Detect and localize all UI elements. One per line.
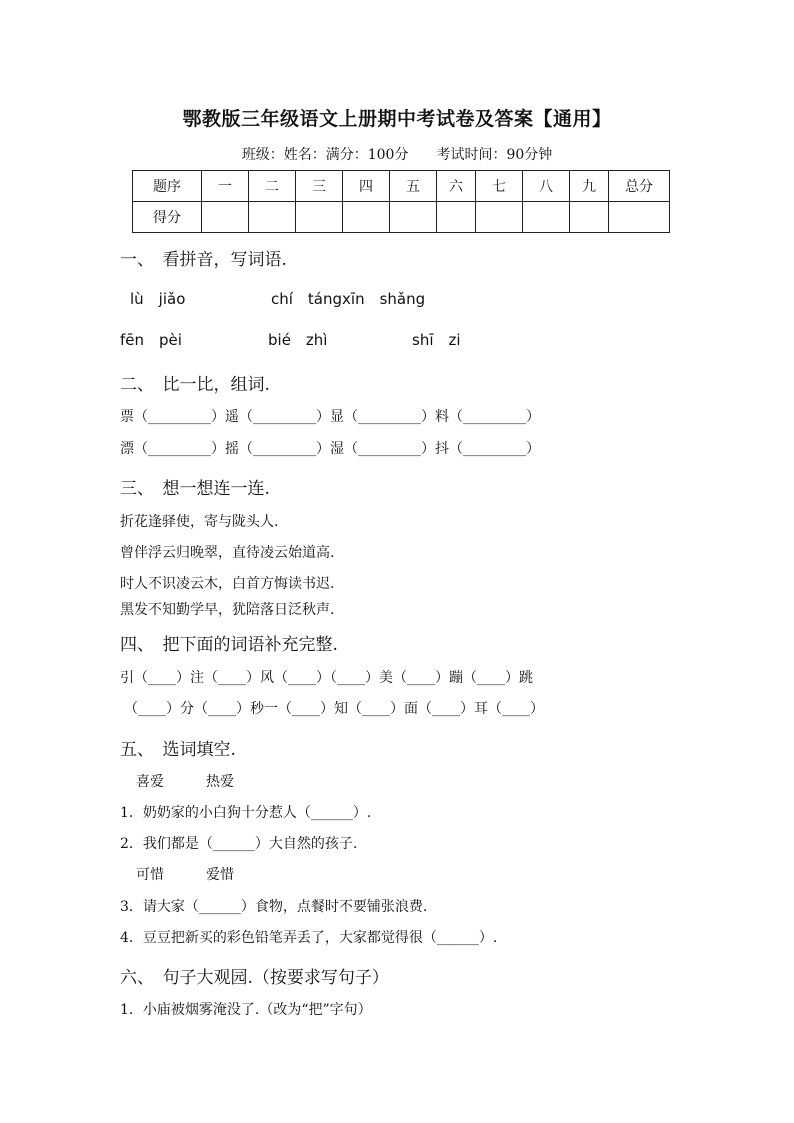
table-row [133,171,670,202]
question-line: 4．豆豆把新买的彩色铅笔弄丢了，大家都觉得很（______）. [120,930,498,946]
table-cell: 九 [570,171,609,202]
score-cell[interactable] [609,202,670,233]
exam-info: 班级：姓名：满分：100分 考试时间：90分钟 [241,147,553,163]
score-cell[interactable] [390,202,437,233]
word-choices: 可惜 爱惜 [136,867,234,883]
score-table [132,170,670,233]
poem-line: 折花逢驿使，寄与陇头人. [120,514,279,530]
section-2-title: 二、 比一比，组词. [120,375,270,395]
section-3-title: 三、 想一想连一连. [120,479,270,499]
table-cell: 二 [249,171,296,202]
score-cell[interactable] [523,202,570,233]
score-cell[interactable] [476,202,523,233]
question-line: （____）分（____）秒一（____）知（____）面（____）耳（____） [124,701,544,717]
pinyin-item: lù jiǎo [130,290,186,308]
table-cell: 六 [437,171,476,202]
score-cell[interactable] [570,202,609,233]
section-4-title: 四、 把下面的词语补充完整. [120,635,338,655]
score-cell[interactable] [296,202,343,233]
question-line: 2．我们都是（______）大自然的孩子. [120,836,358,852]
page-title: 鄂教版三年级语文上册期中考试卷及答案【通用】 [182,108,612,130]
table-cell: 五 [390,171,437,202]
score-cell[interactable] [437,202,476,233]
question-line: 3．请大家（______）食物，点餐时不要铺张浪费. [120,899,428,915]
pinyin-item: shī zi [412,331,461,349]
question-line: 引（____）注（____）风（____）（____）美（____）蹦（____）跳 [120,670,533,686]
question-line: 1．奶奶家的小白狗十分惹人（______）. [120,805,372,821]
score-cell[interactable] [249,202,296,233]
poem-line: 曾伴浮云归晚翠，直待凌云始道高. [120,545,335,561]
section-6-title: 六、 句子大观园.（按要求写句子） [120,968,389,988]
table-cell: 一 [202,171,249,202]
table-cell: 得分 [133,202,202,233]
table-cell: 七 [476,171,523,202]
question-line: 漂（_________）摇（_________）湿（_________）抖（_________） [120,441,540,457]
pinyin-item: bié zhì [268,331,328,349]
table-cell: 题序 [133,171,202,202]
pinyin-item: fēn pèi [120,331,182,349]
table-cell: 四 [343,171,390,202]
table-cell: 总分 [609,171,670,202]
table-row [133,202,670,233]
poem-line: 时人不识凌云木，白首方悔读书迟. [120,576,335,592]
question-line: 1．小庙被烟雾淹没了.（改为“把”字句） [120,1002,372,1018]
pinyin-item: chí tángxīn shǎng [271,290,426,308]
poem-line: 黑发不知勤学早，犹陪落日泛秋声. [120,602,335,618]
section-5-title: 五、 选词填空. [120,740,236,760]
table-cell: 三 [296,171,343,202]
table-cell: 八 [523,171,570,202]
question-line: 票（_________）遥（_________）显（_________）料（_________） [120,409,540,425]
section-1-title: 一、 看拼音，写词语. [120,250,287,270]
score-cell[interactable] [202,202,249,233]
score-cell[interactable] [343,202,390,233]
word-choices: 喜爱 热爱 [136,774,234,790]
